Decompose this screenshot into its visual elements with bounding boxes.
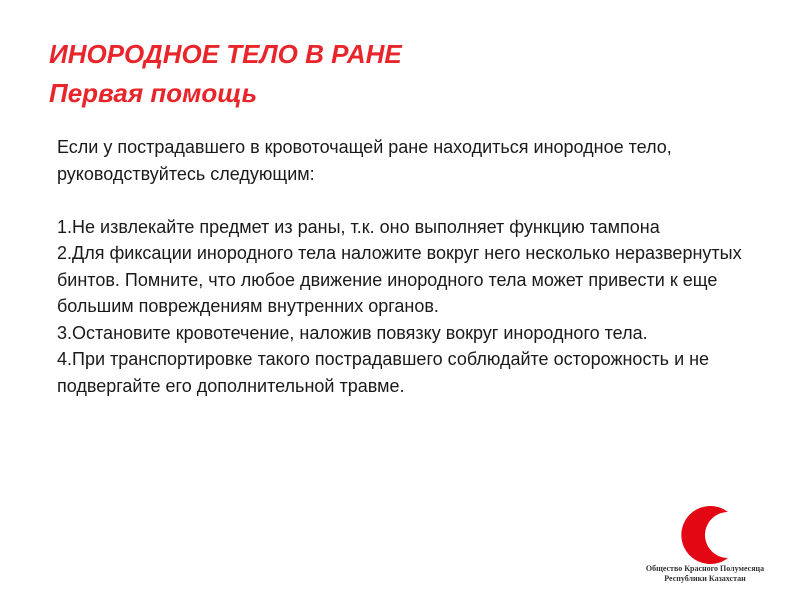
logo-caption-line-2: Республики Казахстан [664, 574, 746, 583]
slide-title: ИНОРОДНОЕ ТЕЛО В РАНЕ [49, 39, 402, 69]
step-2: 2.Для фиксации инородного тела наложите вокруг него несколько неразвернутых бинтов. Помните, что любое движение инородного тела может привести к еще большим повреждениям внутренних органов. [57, 243, 742, 316]
step-4: 4.При транспортировке такого пострадавшего соблюдайте осторожность и не подвергайте его дополнительной травме. [57, 349, 710, 396]
logo-caption [620, 564, 790, 584]
logo-caption-line-1: Общество Красного Полумесяца [645, 564, 765, 573]
red-crescent-logo [620, 500, 790, 590]
slide-subtitle: Первая помощь [49, 78, 258, 108]
instructions-text [57, 134, 757, 399]
intro-paragraph: Если у пострадавшего в кровоточащей ране находиться инородное тело, руководствуйтесь следующим: [57, 137, 672, 184]
step-3: 3.Остановите кровотечение, наложив повязку вокруг инородного тела. [57, 322, 648, 343]
red-crescent-icon [672, 504, 738, 566]
paragraph-gap [57, 187, 757, 214]
step-1: 1.Не извлекайте предмет из раны, т.к. оно выполняет функцию тампона [57, 216, 660, 237]
